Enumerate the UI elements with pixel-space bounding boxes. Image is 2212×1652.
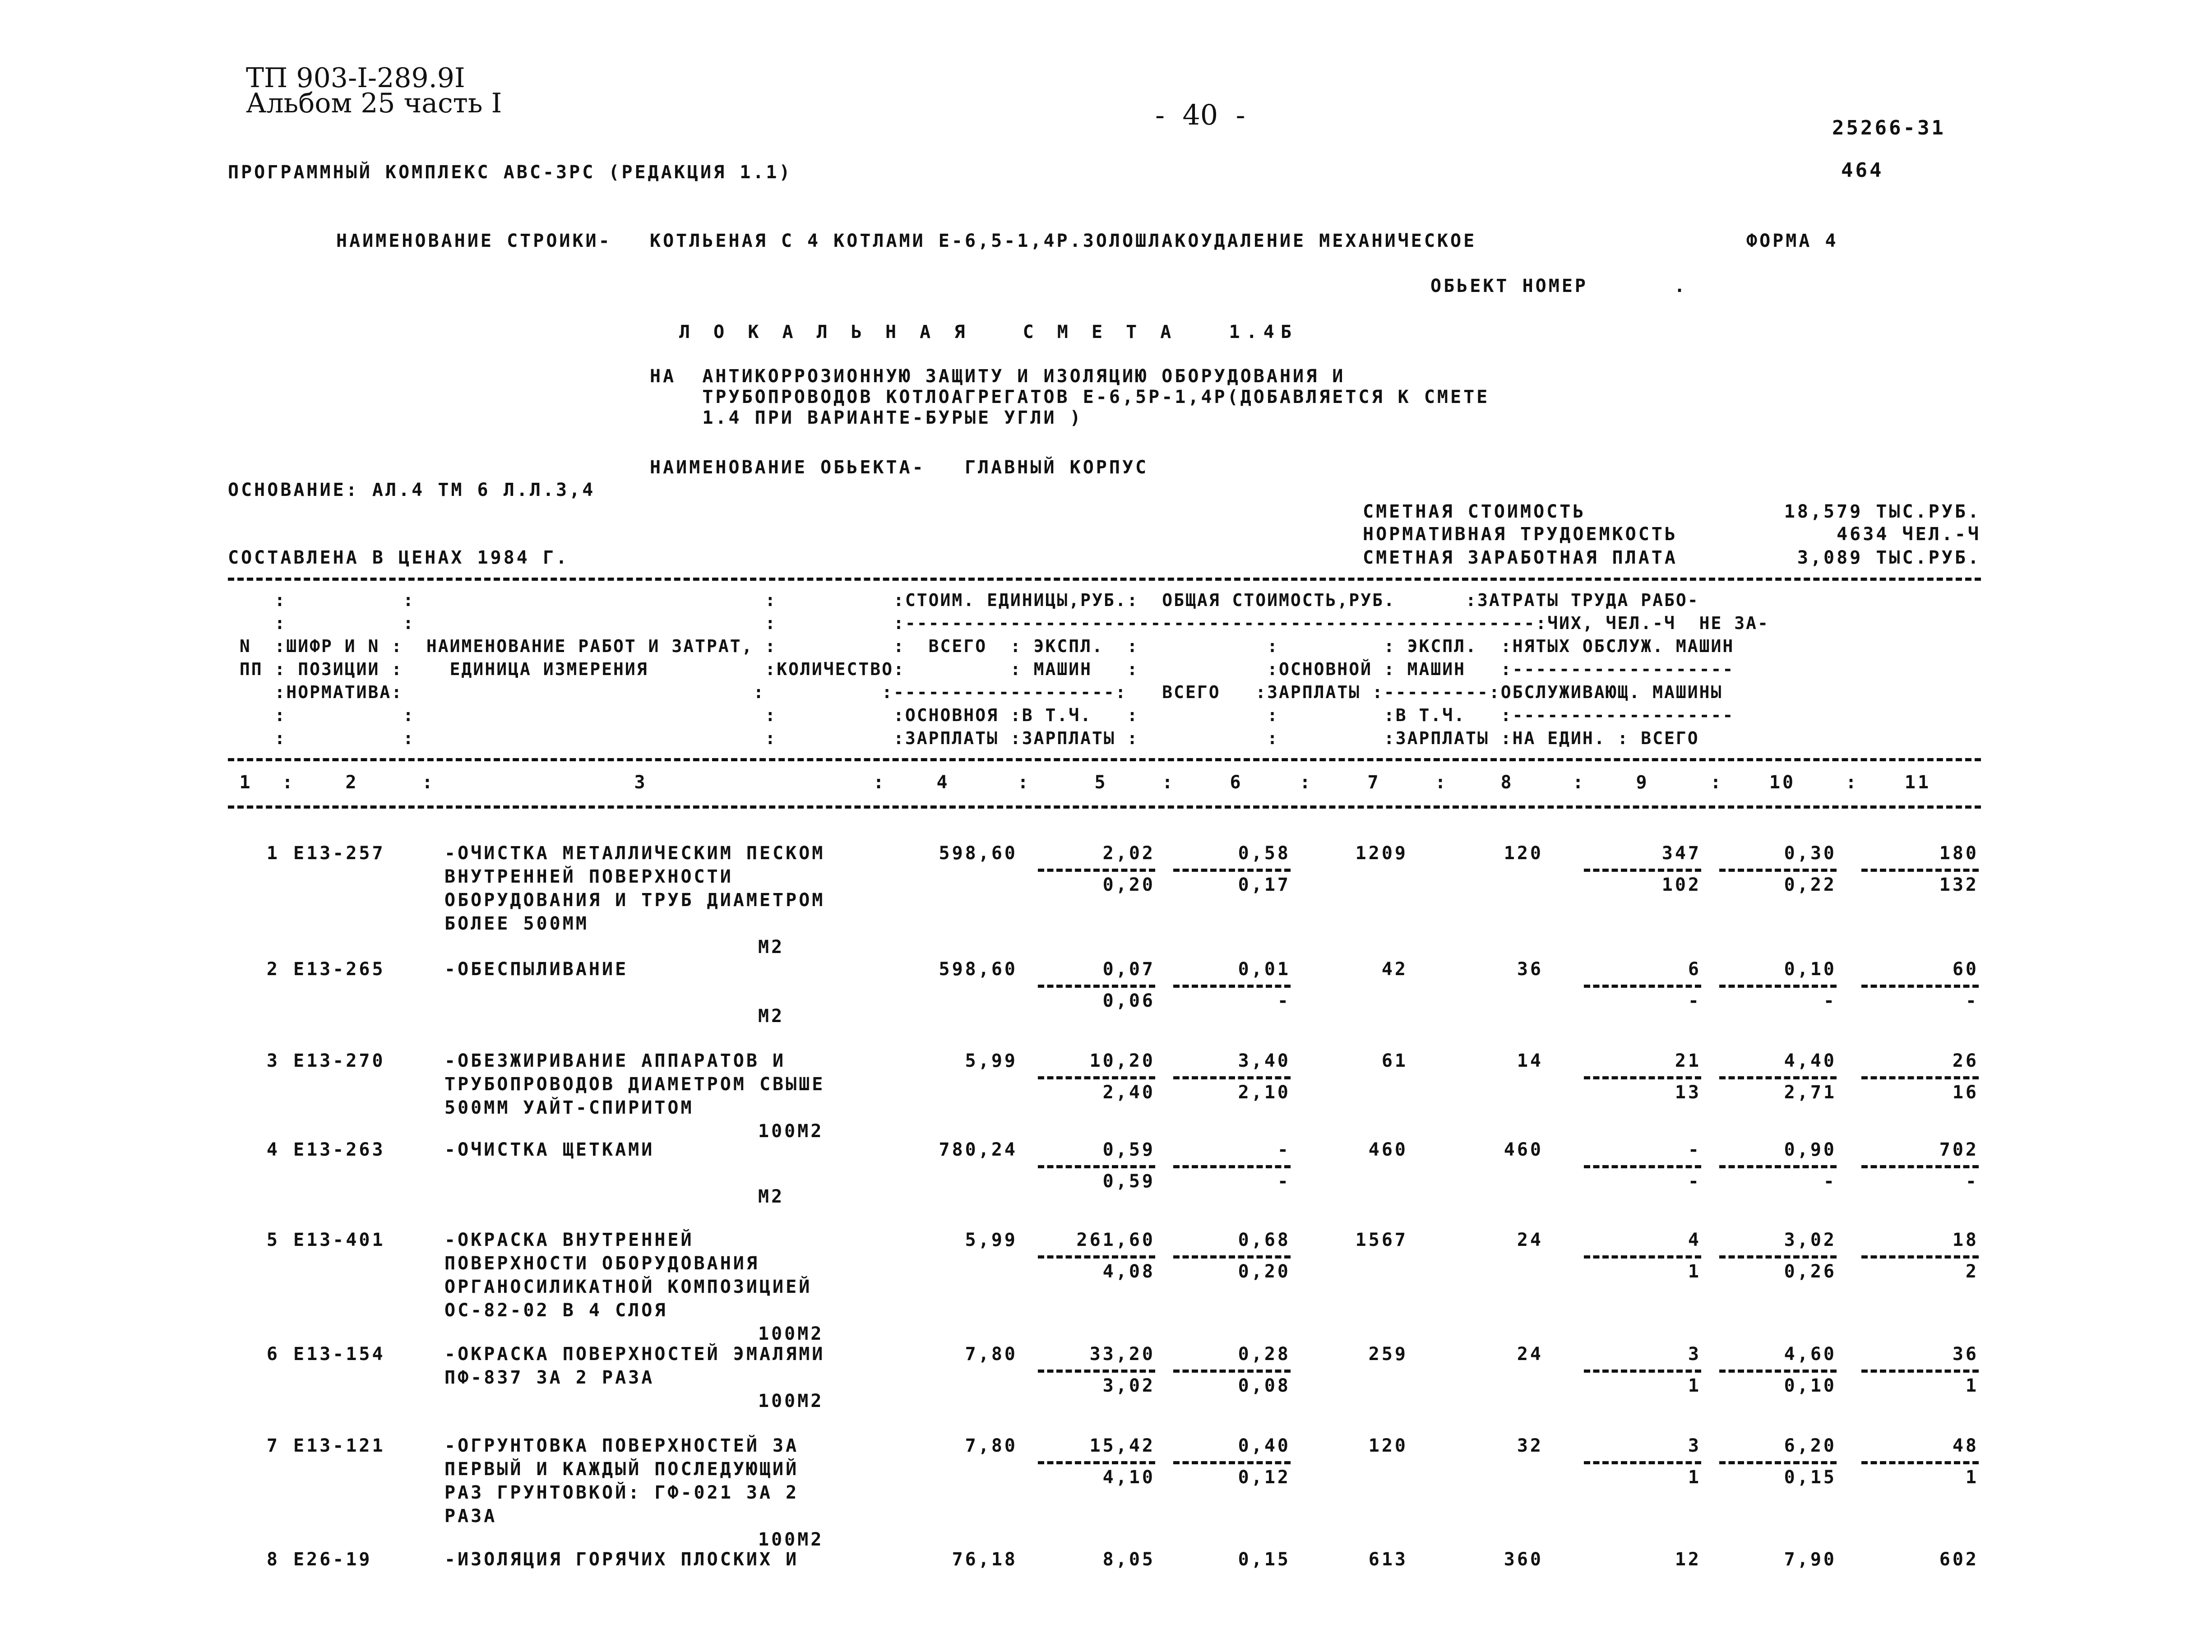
row-separator-dash <box>1038 1461 1155 1464</box>
row-c8: 14 <box>1517 1050 1543 1071</box>
row-unit: 100М2 <box>758 1323 824 1344</box>
row-c5b: 4,10 <box>1102 1467 1155 1488</box>
row-c5: 261,60 <box>1076 1230 1155 1250</box>
row-separator-dash <box>1861 1076 1979 1079</box>
row-separator-dash <box>1719 1076 1837 1079</box>
row-separator-dash <box>1038 985 1155 988</box>
row-number: 8 <box>266 1549 280 1570</box>
row-c6b: 0,20 <box>1238 1261 1291 1282</box>
row-c6b: - <box>1277 1171 1291 1192</box>
row-c9: 3 <box>1688 1435 1701 1456</box>
colnum-4: 4 <box>936 772 950 793</box>
row-c6: 0,68 <box>1238 1230 1291 1250</box>
estimate-subject-line-3: 1.4 ПРИ ВАРИАНТЕ-БУРЫЕ УГЛИ ) <box>650 407 1083 428</box>
row-separator-dash <box>1584 1165 1701 1168</box>
row-name-line: -ОБЕСПЫЛИВАНИЕ <box>444 959 629 980</box>
row-separator-dash <box>1173 869 1291 872</box>
row-c10: 7,90 <box>1784 1549 1837 1570</box>
row-separator-dash <box>1038 1255 1155 1259</box>
row-name-line: -ОЧИСТКА МЕТАЛЛИЧЕСКИМ ПЕСКОМ <box>444 843 825 864</box>
row-separator-dash <box>1861 1461 1979 1464</box>
row-c6b: 0,12 <box>1238 1467 1291 1488</box>
row-c7: 613 <box>1368 1549 1408 1570</box>
header-line-6: : : : :ОСНОВНОЯ :В Т.Ч. : : :В Т.Ч. :------------------- <box>228 705 1735 725</box>
row-c5: 8,05 <box>1102 1549 1155 1570</box>
colnum-sep: : <box>1710 772 1724 793</box>
summary-label-cost: СМЕТНАЯ СТОИМОСТЬ <box>1363 501 1586 522</box>
sheet-number: 464 <box>1841 159 1884 182</box>
header-line-2: : : : :------------------------------------------------------:ЧИХ, ЧЕЛ.-Ч НЕ ЗА- <box>228 613 1769 633</box>
row-c9b: 13 <box>1675 1082 1701 1103</box>
row-c6: - <box>1277 1139 1291 1160</box>
row-c10b: - <box>1823 990 1837 1011</box>
row-c9: - <box>1688 1139 1701 1160</box>
form-number: ФОРМА 4 <box>1746 231 1838 251</box>
row-c11b: 1 <box>1965 1467 1979 1488</box>
row-c6b: 2,10 <box>1238 1082 1291 1103</box>
row-name-line: 500ММ УАЙТ-СПИРИТОМ <box>444 1097 694 1118</box>
row-separator-dash <box>1173 1255 1291 1259</box>
row-name-line: РАЗ ГРУНТОВКОЙ: ГФ-021 ЗА 2 <box>444 1482 799 1503</box>
row-code: Е13-270 <box>293 1050 385 1071</box>
row-c10: 0,30 <box>1784 843 1837 864</box>
row-c9b: - <box>1688 990 1701 1011</box>
row-quantity: 5,99 <box>965 1230 1018 1250</box>
row-name-line: -ОГРУНТОВКА ПОВЕРХНОСТЕЙ ЗА <box>444 1435 799 1456</box>
row-name-line: -ОКРАСКА ПОВЕРХНОСТЕЙ ЭМАЛЯМИ <box>444 1344 825 1365</box>
row-number: 6 <box>266 1344 280 1365</box>
colnum-sep: : <box>422 772 435 793</box>
row-c9: 21 <box>1675 1050 1701 1071</box>
row-separator-dash <box>1173 1165 1291 1168</box>
row-separator-dash <box>1038 1076 1155 1079</box>
row-c10: 4,60 <box>1784 1344 1837 1365</box>
estimate-subject-line-1: НА АНТИКОРРОЗИОННУЮ ЗАЩИТУ И ИЗОЛЯЦИЮ ОБОРУДОВАНИЯ И <box>650 366 1346 387</box>
row-number: 5 <box>266 1230 280 1250</box>
row-c8: 120 <box>1504 843 1543 864</box>
colnum-sep: : <box>282 772 296 793</box>
row-c5: 0,07 <box>1102 959 1155 980</box>
row-separator-dash <box>1038 869 1155 872</box>
row-c8: 32 <box>1517 1435 1543 1456</box>
colnum-sep: : <box>873 772 887 793</box>
colnum-sep: : <box>1435 772 1448 793</box>
row-c10b: - <box>1823 1171 1837 1192</box>
row-separator-dash <box>1173 985 1291 988</box>
row-c8: 360 <box>1504 1549 1543 1570</box>
row-c11: 602 <box>1939 1549 1979 1570</box>
row-separator-dash <box>1861 1255 1979 1259</box>
header-line-5: :НОРМАТИВА: : :-------------------: ВСЕГО :ЗАРПЛАТЫ :---------:ОБСЛУЖИВАЮЩ. МАШИНЫ <box>228 682 1723 702</box>
row-c10: 3,02 <box>1784 1230 1837 1250</box>
header-line-4: ПП : ПОЗИЦИИ : ЕДИНИЦА ИЗМЕРЕНИЯ :КОЛИЧЕСТВО: : МАШИН : :ОСНОВНОЙ : МАШИН :------------------- <box>228 659 1735 679</box>
row-c9: 12 <box>1675 1549 1701 1570</box>
row-c6: 0,15 <box>1238 1549 1291 1570</box>
row-separator-dash <box>1584 1076 1701 1079</box>
colnum-11: 11 <box>1904 772 1931 793</box>
row-c9: 6 <box>1688 959 1701 980</box>
row-separator-dash <box>1173 1461 1291 1464</box>
row-quantity: 598,60 <box>939 959 1018 980</box>
row-name-line: -ОБЕЗЖИРИВАНИЕ АППАРАТОВ И <box>444 1050 786 1071</box>
row-c5b: 0,20 <box>1102 875 1155 895</box>
row-c11b: 2 <box>1965 1261 1979 1282</box>
row-c7: 1209 <box>1355 843 1408 864</box>
object-name: НАИМЕНОВАНИЕ ОБЬЕКТА- ГЛАВНЫЙ КОРПУС <box>650 457 1149 478</box>
row-separator-dash <box>1719 1165 1837 1168</box>
row-number: 7 <box>266 1435 280 1456</box>
row-c9b: 1 <box>1688 1375 1701 1396</box>
row-separator-dash <box>1584 1370 1701 1373</box>
row-c5b: 3,02 <box>1102 1375 1155 1396</box>
row-separator-dash <box>1719 1255 1837 1259</box>
object-number-label: ОБЬЕКТ НОМЕР <box>1430 276 1588 296</box>
row-c10b: 0,22 <box>1784 875 1837 895</box>
row-c11: 180 <box>1939 843 1979 864</box>
row-c11b: - <box>1965 990 1979 1011</box>
colnum-sep: : <box>1846 772 1859 793</box>
row-c10b: 2,71 <box>1784 1082 1837 1103</box>
row-separator-dash <box>1719 869 1837 872</box>
row-c7: 1567 <box>1355 1230 1408 1250</box>
row-name-line: ПОВЕРХНОСТИ ОБОРУДОВАНИЯ <box>444 1253 759 1274</box>
row-c5: 33,20 <box>1089 1344 1155 1365</box>
row-separator-dash <box>1038 1370 1155 1373</box>
row-c10: 4,40 <box>1784 1050 1837 1071</box>
row-quantity: 5,99 <box>965 1050 1018 1071</box>
row-name-line: ОБОРУДОВАНИЯ И ТРУБ ДИАМЕТРОМ <box>444 890 825 911</box>
basis: ОСНОВАНИЕ: АЛ.4 ТМ 6 Л.Л.3,4 <box>228 480 596 500</box>
colnum-sep: : <box>1018 772 1031 793</box>
row-c11: 18 <box>1952 1230 1979 1250</box>
row-separator-dash <box>1173 1370 1291 1373</box>
colnum-5: 5 <box>1094 772 1108 793</box>
row-name-line: РАЗА <box>444 1506 497 1527</box>
row-name-line: -ОКРАСКА ВНУТРЕННЕЙ <box>444 1230 694 1250</box>
row-separator-dash <box>1173 1076 1291 1079</box>
row-c11b: 1 <box>1965 1375 1979 1396</box>
row-c5b: 4,08 <box>1102 1261 1155 1282</box>
row-c7: 61 <box>1381 1050 1408 1071</box>
row-c9: 4 <box>1688 1230 1701 1250</box>
row-c11b: 132 <box>1939 875 1979 895</box>
row-separator-dash <box>1861 1370 1979 1373</box>
row-c8: 24 <box>1517 1230 1543 1250</box>
row-name-line: ОС-82-02 В 4 СЛОЯ <box>444 1300 668 1321</box>
row-c10: 0,10 <box>1784 959 1837 980</box>
row-c11: 36 <box>1952 1344 1979 1365</box>
dot-mark: . <box>1674 276 1688 296</box>
row-c9b: 1 <box>1688 1261 1701 1282</box>
header-line-1: : : : :СТОИМ. ЕДИНИЦЫ,РУБ.: ОБЩАЯ СТОИМОСТЬ,РУБ. :ЗАТРАТЫ ТРУДА РАБО- <box>228 590 1699 610</box>
construction-name: КОТЛЬЕНАЯ С 4 КОТЛАМИ Е-6,5-1,4Р.ЗОЛОШЛАКОУДАЛЕНИЕ МЕХАНИЧЕСКОЕ <box>650 231 1477 251</box>
header-rule-top <box>228 578 1981 581</box>
row-name-line: ПФ-837 ЗА 2 РАЗА <box>444 1367 655 1388</box>
row-name-line: -ИЗОЛЯЦИЯ ГОРЯЧИХ ПЛОСКИХ И <box>444 1549 799 1570</box>
row-code: Е13-401 <box>293 1230 385 1250</box>
construction-label: НАИМЕНОВАНИЕ СТРОИКИ- <box>336 231 612 251</box>
colnum-9: 9 <box>1636 772 1649 793</box>
row-c6: 3,40 <box>1238 1050 1291 1071</box>
colnum-7: 7 <box>1367 772 1381 793</box>
colnum-6: 6 <box>1230 772 1243 793</box>
row-name-line: ВНУТРЕННЕЙ ПОВЕРХНОСТИ <box>444 866 733 887</box>
header-line-3: N :ШИФР И N : НАИМЕНОВАНИЕ РАБОТ И ЗАТРАТ, : : ВСЕГО : ЭКСПЛ. : : : ЭКСПЛ. :НЯТЫХ ОБСЛУЖ. МАШИН <box>228 636 1735 656</box>
document-code: ТП 903-I-289.9I <box>246 62 465 94</box>
row-c11: 702 <box>1939 1139 1979 1160</box>
album-label: Альбом 25 часть I <box>246 88 502 119</box>
row-separator-dash <box>1719 1461 1837 1464</box>
row-c11: 48 <box>1952 1435 1979 1456</box>
row-c6b: 0,08 <box>1238 1375 1291 1396</box>
row-c9: 3 <box>1688 1344 1701 1365</box>
summary-value-cost: 18,579 ТЫС.РУБ. <box>1784 501 1981 522</box>
row-separator-dash <box>1861 985 1979 988</box>
prices-note: СОСТАВЛЕНА В ЦЕНАХ 1984 Г. <box>228 547 569 568</box>
row-code: Е13-263 <box>293 1139 385 1160</box>
row-c7: 120 <box>1368 1435 1408 1456</box>
row-unit: 100М2 <box>758 1121 824 1142</box>
row-quantity: 7,80 <box>965 1435 1018 1456</box>
row-c5: 10,20 <box>1089 1050 1155 1071</box>
summary-label-wage: СМЕТНАЯ ЗАРАБОТНАЯ ПЛАТА <box>1363 547 1678 568</box>
program-line: ПРОГРАММНЫЙ КОМПЛЕКС АВС-3РС (РЕДАКЦИЯ 1.1) <box>228 162 792 183</box>
row-c11b: - <box>1965 1171 1979 1192</box>
row-number: 3 <box>266 1050 280 1071</box>
row-c9b: - <box>1688 1171 1701 1192</box>
row-c6: 0,28 <box>1238 1344 1291 1365</box>
row-number: 4 <box>266 1139 280 1160</box>
row-c5b: 0,06 <box>1102 990 1155 1011</box>
page-number: - 40 - <box>1155 98 1245 131</box>
row-separator-dash <box>1861 1165 1979 1168</box>
colnum-1: 1 <box>239 772 253 793</box>
row-c9b: 1 <box>1688 1467 1701 1488</box>
colnum-3: 3 <box>634 772 648 793</box>
row-quantity: 598,60 <box>939 843 1018 864</box>
row-separator-dash <box>1861 869 1979 872</box>
row-c5: 2,02 <box>1102 843 1155 864</box>
row-c6: 0,01 <box>1238 959 1291 980</box>
row-name-line: БОЛЕЕ 500ММ <box>444 913 589 934</box>
row-unit: М2 <box>758 1006 785 1027</box>
row-c11: 26 <box>1952 1050 1979 1071</box>
row-code: Е13-121 <box>293 1435 385 1456</box>
summary-label-labor: НОРМАТИВНАЯ ТРУДОЕМКОСТЬ <box>1363 524 1678 545</box>
row-c9: 347 <box>1661 843 1701 864</box>
row-name-line: ПЕРВЫЙ И КАЖДЫЙ ПОСЛЕДУЮЩИЙ <box>444 1459 799 1480</box>
summary-value-wage: 3,089 ТЫС.РУБ. <box>1797 547 1981 568</box>
header-rule-middle <box>228 758 1981 761</box>
row-separator-dash <box>1584 1461 1701 1464</box>
row-c10: 6,20 <box>1784 1435 1837 1456</box>
row-c10b: 0,15 <box>1784 1467 1837 1488</box>
row-c7: 42 <box>1381 959 1408 980</box>
row-separator-dash <box>1584 869 1701 872</box>
row-c5: 0,59 <box>1102 1139 1155 1160</box>
row-c9b: 102 <box>1661 875 1701 895</box>
registration-code: 25266-31 <box>1832 116 1946 139</box>
row-c6b: 0,17 <box>1238 875 1291 895</box>
colnum-10: 10 <box>1769 772 1796 793</box>
row-quantity: 76,18 <box>952 1549 1018 1570</box>
estimate-subject-line-2: ТРУБОПРОВОДОВ КОТЛОАГРЕГАТОВ Е-6,5Р-1,4Р(ДОБАВЛЯЕТСЯ К СМЕТЕ <box>650 387 1490 407</box>
colnum-sep: : <box>1300 772 1313 793</box>
row-code: Е13-265 <box>293 959 385 980</box>
row-c10: 0,90 <box>1784 1139 1837 1160</box>
row-unit: М2 <box>758 937 785 958</box>
colnum-sep: : <box>1573 772 1586 793</box>
row-c6: 0,40 <box>1238 1435 1291 1456</box>
row-c10b: 0,26 <box>1784 1261 1837 1282</box>
row-name-line: -ОЧИСТКА ЩЕТКАМИ <box>444 1139 655 1160</box>
row-separator-dash <box>1584 1255 1701 1259</box>
colnum-2: 2 <box>345 772 359 793</box>
header-rule-bottom <box>228 805 1981 809</box>
row-number: 1 <box>266 843 280 864</box>
row-c7: 460 <box>1368 1139 1408 1160</box>
estimate-title: Л О К А Л Ь Н А Я С М Е Т А 1.4Б <box>679 322 1298 342</box>
row-unit: М2 <box>758 1186 785 1207</box>
colnum-8: 8 <box>1500 772 1514 793</box>
colnum-sep: : <box>1162 772 1175 793</box>
row-quantity: 780,24 <box>939 1139 1018 1160</box>
row-quantity: 7,80 <box>965 1344 1018 1365</box>
row-separator-dash <box>1719 1370 1837 1373</box>
row-separator-dash <box>1038 1165 1155 1168</box>
row-c11: 60 <box>1952 959 1979 980</box>
row-c5: 15,42 <box>1089 1435 1155 1456</box>
summary-value-labor: 4634 ЧЕЛ.-Ч <box>1837 524 1981 545</box>
row-code: Е13-154 <box>293 1344 385 1365</box>
row-c5b: 0,59 <box>1102 1171 1155 1192</box>
row-name-line: ОРГАНОСИЛИКАТНОЙ КОМПОЗИЦИЕЙ <box>444 1277 812 1297</box>
row-c8: 36 <box>1517 959 1543 980</box>
row-c6b: - <box>1277 990 1291 1011</box>
row-unit: 100М2 <box>758 1529 824 1550</box>
row-name-line: ТРУБОПРОВОДОВ ДИАМЕТРОМ СВЫШЕ <box>444 1074 825 1095</box>
row-c8: 24 <box>1517 1344 1543 1365</box>
row-c11b: 16 <box>1952 1082 1979 1103</box>
row-code: Е26-19 <box>293 1549 372 1570</box>
row-number: 2 <box>266 959 280 980</box>
header-line-7: : : : :ЗАРПЛАТЫ :ЗАРПЛАТЫ : : :ЗАРПЛАТЫ :НА ЕДИН. : ВСЕГО <box>228 728 1699 748</box>
row-code: Е13-257 <box>293 843 385 864</box>
row-c6: 0,58 <box>1238 843 1291 864</box>
row-c8: 460 <box>1504 1139 1543 1160</box>
row-separator-dash <box>1584 985 1701 988</box>
row-unit: 100М2 <box>758 1391 824 1411</box>
row-separator-dash <box>1719 985 1837 988</box>
row-c7: 259 <box>1368 1344 1408 1365</box>
row-c5b: 2,40 <box>1102 1082 1155 1103</box>
row-c10b: 0,10 <box>1784 1375 1837 1396</box>
